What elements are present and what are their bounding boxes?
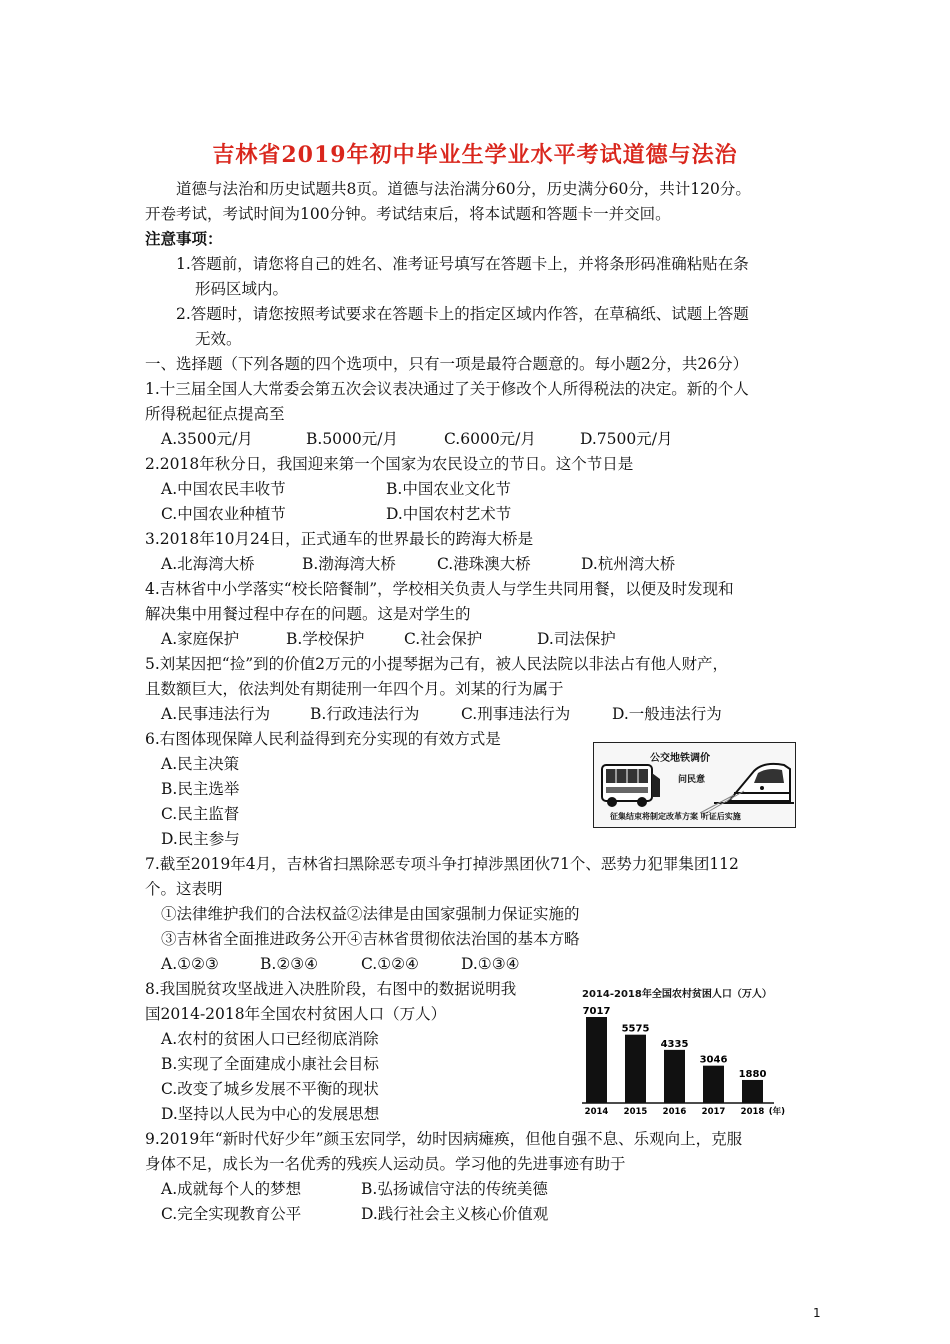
metro-train-icon xyxy=(700,764,794,813)
q1-option-d: D.7500元/月 xyxy=(580,430,673,448)
q5-option-c: C.刑事违法行为 xyxy=(461,705,571,723)
chart-tick-label-2015: 2015 xyxy=(623,1107,648,1117)
figure-subtitle: 问民意 xyxy=(678,775,706,785)
q1-option-a: A.3500元/月 xyxy=(161,430,253,448)
transit-price-figure xyxy=(593,742,796,828)
q6-option-c: C.民主监督 xyxy=(161,805,240,823)
q4-option-a: A.家庭保护 xyxy=(161,630,240,648)
q7-option-b: B.②③④ xyxy=(260,955,319,973)
q5-option-a: A.民事违法行为 xyxy=(161,705,271,723)
chart-tick-label-2017: 2017 xyxy=(701,1107,726,1117)
q5-option-b: B.行政违法行为 xyxy=(310,705,420,723)
chart-bar-2017 xyxy=(703,1066,724,1103)
q4-option-c: C.社会保护 xyxy=(404,630,483,648)
figure-title: 公交地铁调价 xyxy=(650,753,710,764)
q4-stem-line-2: 解决集中用餐过程中存在的问题。这是对学生的 xyxy=(145,605,471,623)
intro-line-1: 道德与法治和历史试题共8页。道德与法治满分60分，历史满分60分，共计120分。 xyxy=(176,180,751,198)
page-number: 1 xyxy=(813,1306,821,1320)
q8-stem-line-1: 8.我国脱贫攻坚战进入决胜阶段，右图中的数据说明我 xyxy=(145,980,517,998)
section-heading: 一、选择题（下列各题的四个选项中，只有一项是最符合题意的。每小题2分，共26分） xyxy=(145,355,749,373)
chart-tick-label-2016: 2016 xyxy=(662,1107,687,1117)
poverty-bar-chart xyxy=(578,985,788,1117)
q7-statements-1: ①法律维护我们的合法权益②法律是由国家强制力保证实施的 xyxy=(161,905,580,923)
q9-stem-line-2: 身体不足，成长为一名优秀的残疾人运动员。学习他的先进事迹有助于 xyxy=(145,1155,626,1173)
chart-bar-2018 xyxy=(742,1080,763,1103)
q3-option-a: A.北海湾大桥 xyxy=(161,555,255,573)
q8-stem-line-2: 国2014-2018年全国农村贫困人口（万人） xyxy=(145,1005,447,1023)
q4-stem-line-1: 4.吉林省中小学落实“校长陪餐制”，学校相关负责人与学生共同用餐，以便及时发现和 xyxy=(145,580,734,598)
chart-tick-label-2018: 2018 xyxy=(740,1107,765,1117)
figure-caption: 征集结束将制定改革方案 听证后实施 xyxy=(610,812,741,821)
q5-stem-line-1: 5.刘某因把“捡”到的价值2万元的小提琴据为己有，被人民法院以非法占有他人财产， xyxy=(145,655,729,673)
chart-data-label-2018: 1880 xyxy=(738,1068,767,1080)
q3-stem: 3.2018年10月24日，正式通车的世界最长的跨海大桥是 xyxy=(145,530,534,548)
q7-option-d: D.①③④ xyxy=(461,955,520,973)
chart-data-label-2014: 7017 xyxy=(582,1006,611,1017)
q2-option-d: D.中国农村艺术节 xyxy=(386,505,512,523)
intro-line-2: 开卷考试，考试时间为100分钟。考试结束后，将本试题和答题卡一并交回。 xyxy=(145,205,671,223)
q1-option-c: C.6000元/月 xyxy=(444,430,536,448)
q7-statements-2: ③吉林省全面推进政务公开④吉林省贯彻依法治国的基本方略 xyxy=(161,930,580,948)
q6-stem: 6.右图体现保障人民利益得到充分实现的有效方式是 xyxy=(145,730,501,748)
chart-tick-label-2014: 2014 xyxy=(584,1107,609,1117)
chart-x-unit-label: (年) xyxy=(768,1107,785,1117)
q1-stem-line-1: 1.十三届全国人大常委会第五次会议表决通过了关于修改个人所得税法的决定。新的个人 xyxy=(145,380,749,398)
q8-option-d: D.坚持以人民为中心的发展思想 xyxy=(161,1105,380,1123)
q2-option-b: B.中国农业文化节 xyxy=(386,480,511,498)
q6-option-a: A.民主决策 xyxy=(161,755,240,773)
q4-option-d: D.司法保护 xyxy=(537,630,616,648)
chart-bar-2014 xyxy=(586,1017,607,1103)
q7-stem-line-1: 7.截至2019年4月，吉林省扫黑除恶专项斗争打掉涉黑团伙71个、恶势力犯罪集团112 xyxy=(145,855,739,873)
chart-bar-2015 xyxy=(625,1035,646,1103)
q8-option-c: C.改变了城乡发展不平衡的现状 xyxy=(161,1080,379,1098)
q8-option-b: B.实现了全面建成小康社会目标 xyxy=(161,1055,379,1073)
q2-option-c: C.中国农业种植节 xyxy=(161,505,286,523)
q8-option-a: A.农村的贫困人口已经彻底消除 xyxy=(161,1030,379,1048)
q9-option-a: A.成就每个人的梦想 xyxy=(161,1180,302,1198)
q9-option-d: D.践行社会主义核心价值观 xyxy=(361,1205,549,1223)
q6-option-b: B.民主选举 xyxy=(161,780,240,798)
q5-option-d: D.一般违法行为 xyxy=(612,705,722,723)
q3-option-b: B.渤海湾大桥 xyxy=(302,555,396,573)
chart-data-label-2017: 3046 xyxy=(699,1054,728,1066)
q9-stem-line-1: 9.2019年“新时代好少年”颜玉宏同学，幼时因病瘫痪，但他自强不息、乐观向上，克服 xyxy=(145,1130,743,1148)
bus-icon xyxy=(602,765,660,807)
q1-stem-line-2: 所得税起征点提高至 xyxy=(145,405,285,423)
chart-data-label-2015: 5575 xyxy=(621,1023,650,1035)
q2-stem: 2.2018年秋分日，我国迎来第一个国家为农民设立的节日。这个节日是 xyxy=(145,455,634,473)
notice-2-line-2: 无效。 xyxy=(195,330,242,348)
notice-2-line-1: 2.答题时，请您按照考试要求在答题卡上的指定区域内作答，在草稿纸、试题上答题 xyxy=(176,305,749,323)
q7-option-a: A.①②③ xyxy=(161,955,219,973)
q9-option-b: B.弘扬诚信守法的传统美德 xyxy=(361,1180,548,1198)
q7-option-c: C.①②④ xyxy=(361,955,419,973)
chart-data-label-2016: 4335 xyxy=(660,1038,689,1050)
page-title: 吉林省2019年初中毕业生学业水平考试道德与法治 xyxy=(212,142,738,168)
notice-1-line-1: 1.答题前，请您将自己的姓名、准考证号填写在答题卡上，并将条形码准确粘贴在条 xyxy=(176,255,749,273)
notice-heading: 注意事项： xyxy=(145,229,223,248)
q5-stem-line-2: 且数额巨大，依法判处有期徒刑一年四个月。刘某的行为属于 xyxy=(145,680,564,698)
q6-option-d: D.民主参与 xyxy=(161,830,240,848)
q3-option-c: C.港珠澳大桥 xyxy=(437,555,531,573)
chart-title: 2014-2018年全国农村贫困人口（万人） xyxy=(582,989,772,1000)
q2-option-a: A.中国农民丰收节 xyxy=(161,480,286,498)
q7-stem-line-2: 个。这表明 xyxy=(145,880,223,898)
notice-1-line-2: 形码区域内。 xyxy=(195,280,289,298)
chart-bar-2016 xyxy=(664,1050,685,1103)
chart-canvas xyxy=(578,985,788,1117)
q1-option-b: B.5000元/月 xyxy=(306,430,398,448)
q3-option-d: D.杭州湾大桥 xyxy=(581,555,676,573)
q4-option-b: B.学校保护 xyxy=(286,630,365,648)
q9-option-c: C.完全实现教育公平 xyxy=(161,1205,302,1223)
